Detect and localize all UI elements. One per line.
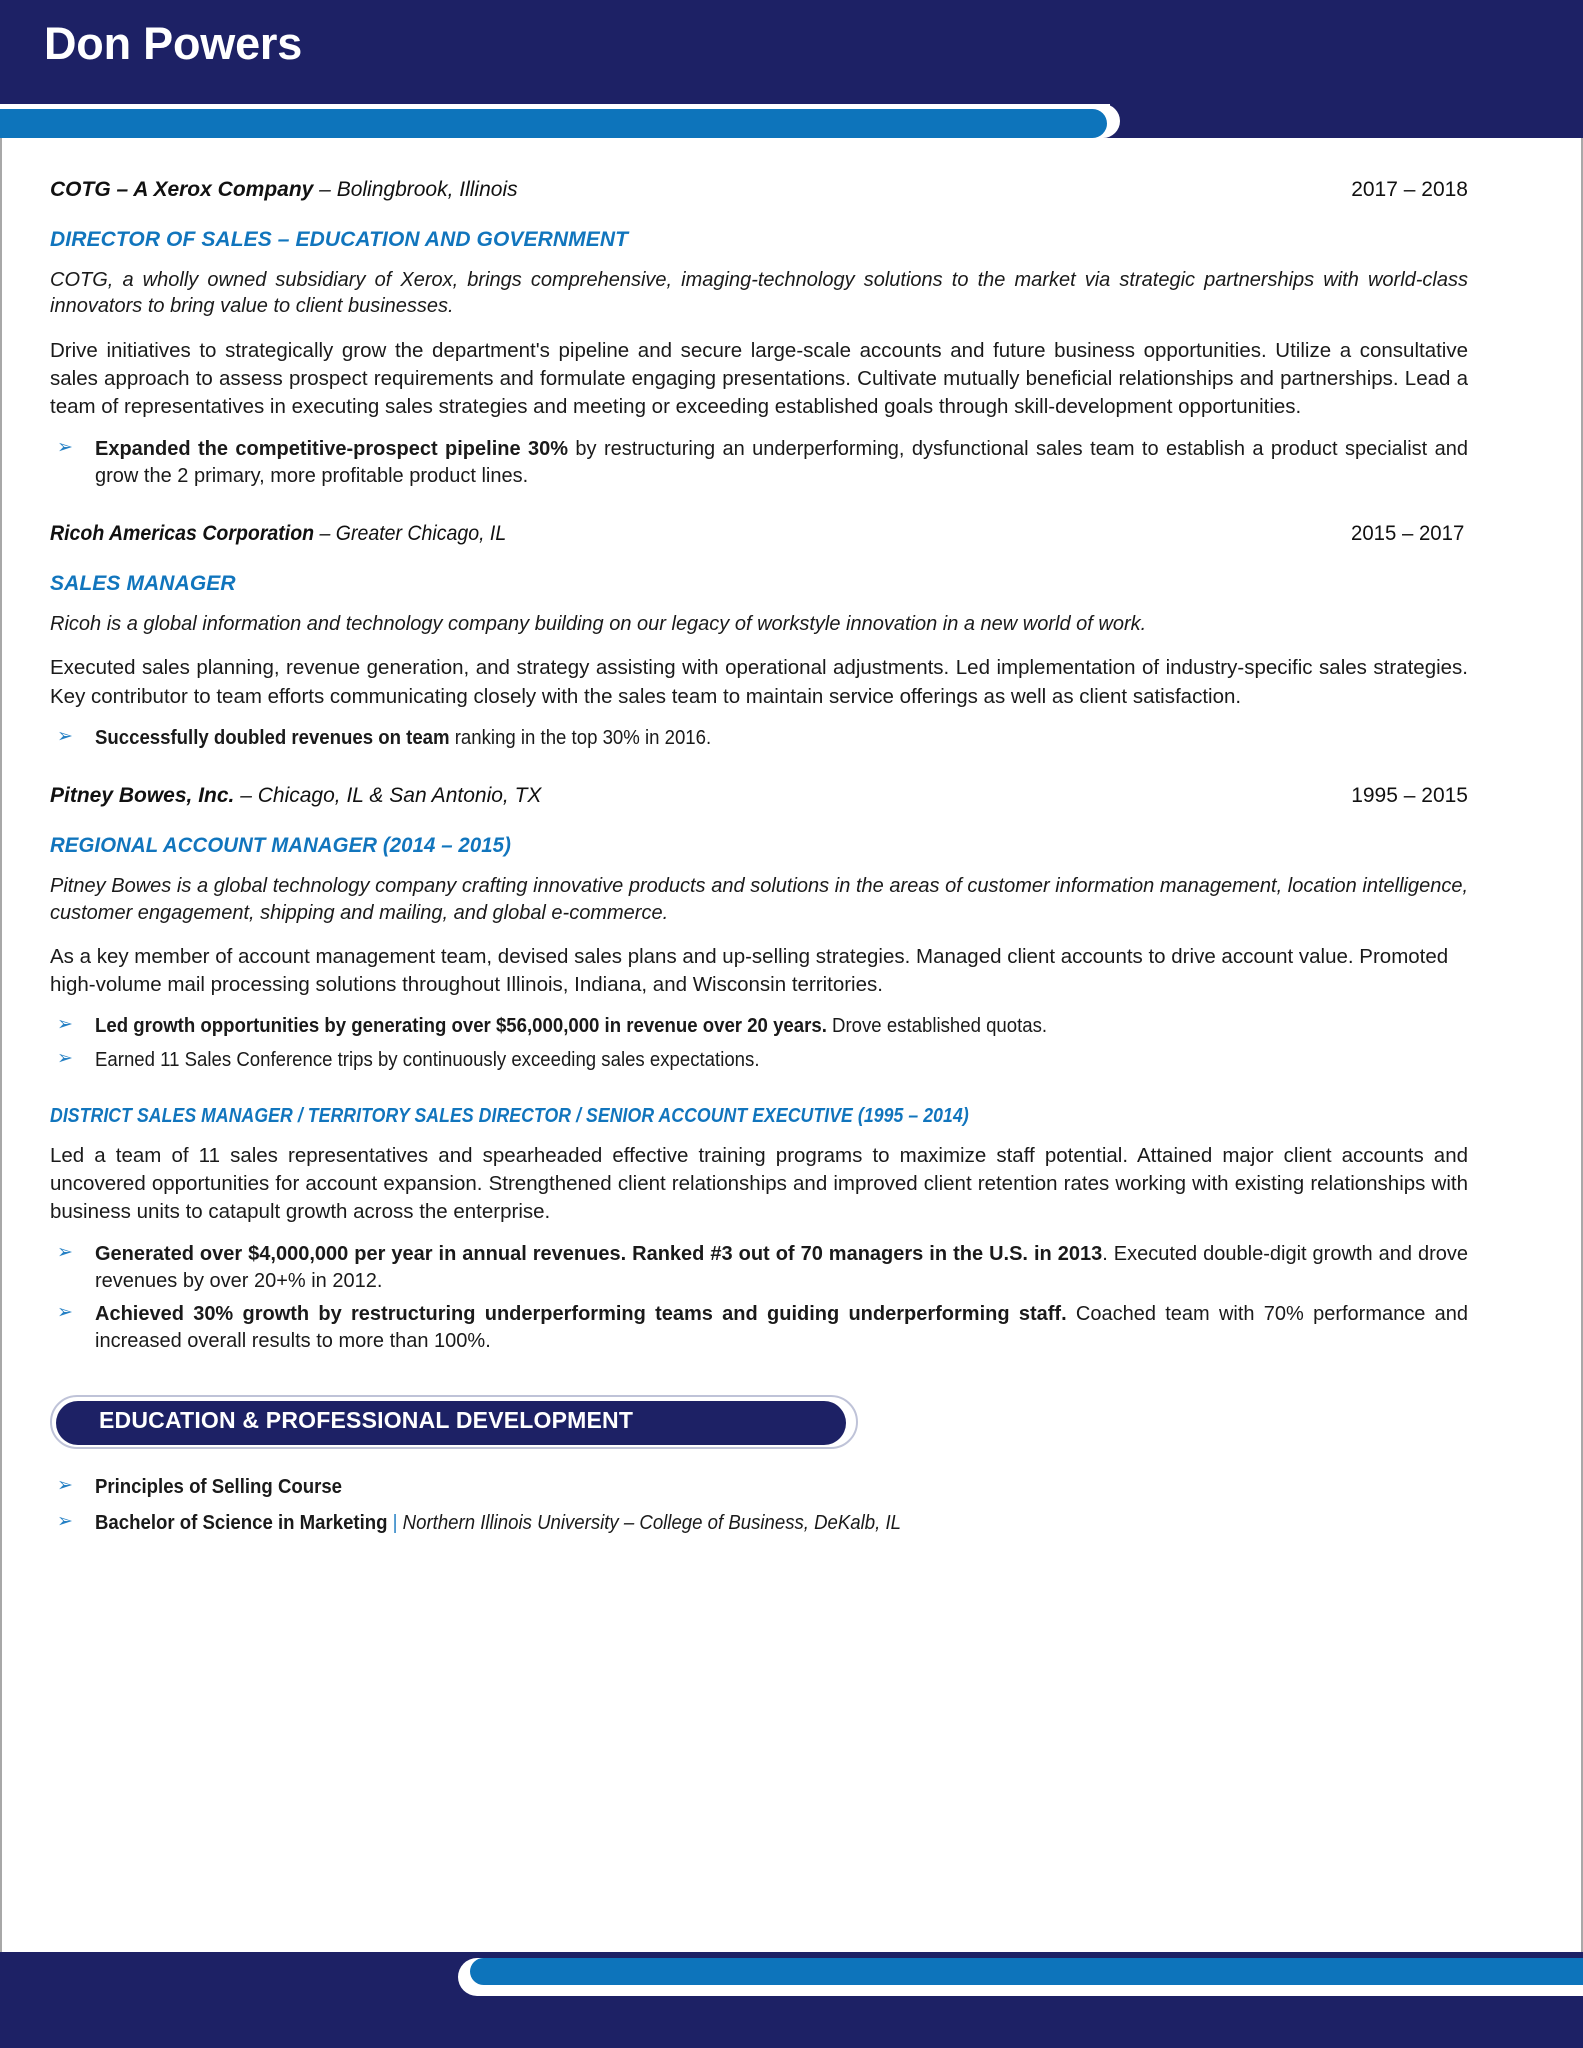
bullet-text: . Executed double-digit growth and drove revenues by over 20+% in 2012. — [95, 1242, 1468, 1292]
bullet-highlight: Generated over $4,000,000 per year in annual revenues. Ranked #3 out of 70 managers in the U.S. in 2013 — [95, 1242, 1103, 1265]
bullet-text: Earned 11 Sales Conference trips by continuously exceeding sales expectations. — [95, 1048, 760, 1071]
bullet-arrow-icon: ➢ — [57, 1511, 73, 1533]
page-footer — [0, 1952, 1583, 2048]
job-title-text: DISTRICT SALES MANAGER / TERRITORY SALES DIRECTOR / SENIOR ACCOUNT EXECUTIVE (1995 – 2014) — [50, 1103, 969, 1127]
edu-credential: Bachelor of Science in Marketing — [95, 1512, 388, 1535]
page-body — [0, 138, 1583, 1952]
achievement-list — [50, 436, 1490, 490]
footer-accent-bar — [470, 1958, 1583, 1985]
job-header — [50, 522, 1490, 546]
bullet-highlight: Successfully doubled revenues on team — [95, 726, 450, 749]
bullet-condensed-wrap — [95, 1047, 759, 1074]
company-blurb: COTG, a wholly owned subsidiary of Xerox, brings comprehensive, imaging-technology solutions to the market via strategic partnerships with world-class innovators to bring value to client businesses. — [50, 269, 1468, 318]
list-item — [50, 1241, 1490, 1295]
bullet-text: Drove established quotas. — [826, 1015, 1048, 1038]
achievement-list — [50, 1013, 1490, 1073]
job-title — [50, 1104, 1490, 1128]
achievement-list — [50, 725, 1490, 752]
company-location: – Greater Chicago, IL — [314, 522, 507, 545]
list-item — [50, 1473, 1490, 1501]
job-header — [50, 178, 1490, 202]
bullet-arrow-icon: ➢ — [57, 1302, 73, 1324]
company-location: – Bolingbrook, Illinois — [313, 178, 518, 201]
bullet-text: ranking in the top 30% in 2016. — [449, 726, 712, 749]
bullet-condensed-wrap — [95, 725, 711, 752]
job-title — [50, 834, 1490, 858]
achievement-list — [50, 1241, 1490, 1356]
edu-condensed-wrap — [95, 1509, 901, 1537]
job-dates: 2017 – 2018 — [1351, 178, 1468, 201]
bullet-text: Coached team with 70% performance and increased overall results to more than 100%. — [95, 1303, 1468, 1353]
company-blurb: Pitney Bowes is a global technology company crafting innovative products and solutions in the areas of customer information management, location intelligence, customer engagement, shipping and mailing, and global e-commerce. — [50, 875, 1468, 924]
list-item — [50, 1013, 1490, 1040]
bullet-highlight: Led growth opportunities by generating over $56,000,000 in revenue over 20 years. — [95, 1015, 827, 1038]
bullet-arrow-icon: ➢ — [57, 436, 73, 458]
job-dates: 1995 – 2015 — [1351, 784, 1468, 808]
education-section-header — [50, 1395, 1490, 1451]
page-title: Don Powers — [44, 18, 303, 69]
header-accent-bar — [0, 109, 1107, 138]
resume-content — [50, 150, 1490, 1545]
edu-separator: | — [387, 1512, 403, 1535]
company-name: COTG – A Xerox Company — [50, 178, 314, 201]
company-line — [50, 784, 541, 808]
bullet-condensed-wrap — [95, 1013, 1047, 1040]
job-summary: Drive initiatives to strategically grow the department's pipeline and secure large-scale accounts and future business opportunities. Utilize a consultative sales approach to assess prospect requirements and formulate engaging presentations. Cultivate mutually beneficial relationships and partnerships. Lead a team of representatives in executing sales strategies and meeting or exceeding established goals through skill-development opportunities. — [50, 338, 1468, 419]
job-dates — [1351, 522, 1490, 546]
company-location: – Chicago, IL & San Antonio, TX — [234, 784, 542, 808]
page-header — [0, 0, 1583, 138]
bullet-arrow-icon: ➢ — [57, 725, 73, 747]
bullet-arrow-icon: ➢ — [57, 1047, 73, 1069]
education-list — [50, 1473, 1490, 1537]
job-summary: Executed sales planning, revenue generation, and strategy assisting with operational adjustments. Led implementation of industry-specific sales strategies. Key contributor to team efforts communicating closely with the sales team to maintain service offerings as well as client satisfaction. — [50, 656, 1468, 708]
list-item — [50, 1047, 1490, 1074]
edu-condensed-wrap — [95, 1473, 342, 1501]
bullet-arrow-icon: ➢ — [57, 1014, 73, 1036]
bullet-arrow-icon: ➢ — [57, 1475, 73, 1497]
company-line — [50, 522, 541, 546]
job-header — [50, 784, 1490, 808]
job-title: DIRECTOR OF SALES – EDUCATION AND GOVERNMENT — [50, 228, 629, 251]
job-dates-text: 2015 – 2017 — [1351, 522, 1465, 545]
bullet-highlight: Achieved 30% growth by restructuring underperforming teams and guiding underperforming staff. — [95, 1303, 1067, 1326]
list-item — [50, 725, 1490, 752]
list-item — [50, 436, 1490, 490]
list-item — [50, 1301, 1490, 1355]
job-title-text: REGIONAL ACCOUNT MANAGER (2014 – 2015) — [50, 834, 511, 858]
edu-credential: Principles of Selling Course — [95, 1476, 343, 1499]
job-title: SALES MANAGER — [50, 572, 236, 595]
company-name: Ricoh Americas Corporation — [50, 522, 315, 545]
company-blurb: Ricoh is a global information and technology company building on our legacy of workstyle innovation in a new world of work. — [50, 613, 1147, 635]
section-title: EDUCATION & PROFESSIONAL DEVELOPMENT — [99, 1407, 634, 1434]
bullet-text: by restructuring an underperforming, dysfunctional sales team to establish a product specialist and grow the 2 primary, more profitable product lines. — [95, 437, 1468, 487]
company-condensed-wrap — [50, 522, 506, 546]
edu-school: Northern Illinois University – College of Business, DeKalb, IL — [402, 1512, 901, 1535]
list-item — [50, 1509, 1490, 1537]
job-summary: Led a team of 11 sales representatives and spearheaded effective training programs to maximize staff potential. Attained major client accounts and uncovered opportunities for account expansion. Strengthened client relationships and improved client retention rates working with existing relationships with business units to catapult growth across the enterprise. — [50, 1143, 1468, 1224]
company-line — [50, 178, 518, 202]
company-name: Pitney Bowes, Inc. — [50, 784, 235, 808]
job-summary: As a key member of account management team, devised sales plans and up-selling strategies. Managed client accounts to drive account value. Promoted high-volume mail processing solutions throughout Illinois, Indiana, and Wisconsin territories. — [50, 944, 1449, 997]
bullet-arrow-icon: ➢ — [57, 1241, 73, 1263]
bullet-highlight: Expanded the competitive-prospect pipeline 30% — [95, 437, 569, 460]
